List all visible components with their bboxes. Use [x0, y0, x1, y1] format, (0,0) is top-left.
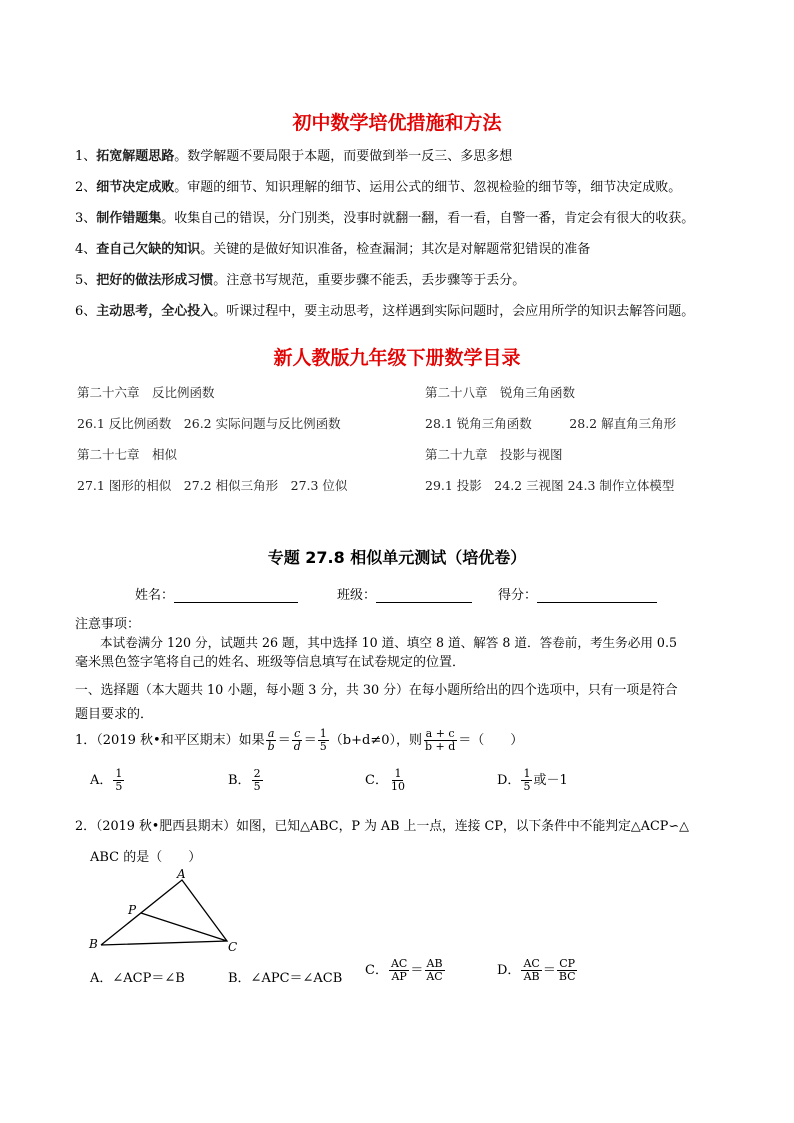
tip-item: 5、把好的做法形成习惯。注意书写规范，重要步骤不能丢，丢步骤等于丢分。 — [75, 273, 526, 288]
fraction: $\frac{a}{b}$ — [267, 727, 275, 753]
segment-cp — [141, 913, 227, 941]
toc-sections: 28.1 锐角三角函数 28.2 解直角三角形 — [425, 416, 677, 431]
score-blank[interactable] — [537, 588, 657, 603]
tip-item: 6、主动思考，全心投入。听课过程中，要主动思考，这样遇到实际问题时，会应用所学的知识去解答问题。 — [75, 304, 695, 319]
option-a[interactable]: A．∠ACP＝∠B — [90, 971, 185, 986]
vertex-b-label: B — [89, 937, 98, 951]
toc-chapter: 第二十八章 锐角三角函数 — [425, 385, 576, 400]
page-title: 初中数学培优措施和方法 — [292, 112, 502, 134]
name-field[interactable]: 姓名： — [135, 584, 298, 603]
option-d[interactable]: D． $\frac{AC}{AB}$ ＝ $\frac{CP}{BC}$ — [497, 957, 576, 983]
toc-chapter: 第二十七章 相似 — [77, 447, 178, 462]
class-blank[interactable] — [376, 588, 472, 603]
option-b[interactable]: B．∠APC＝∠ACB — [228, 971, 343, 986]
option-a[interactable]: A． $\frac{1}{5}$ — [90, 767, 123, 793]
question-2: 2．（2019 秋•肥西县期末）如图，已知△ABC，P 为 AB 上一点，连接 CP，以下条件中不能判定△ACP∽△ — [75, 819, 689, 834]
fraction: $\frac{c}{d}$ — [293, 727, 301, 753]
toc-title: 新人教版九年级下册数学目录 — [273, 347, 521, 369]
vertex-a-label: A — [177, 867, 186, 881]
toc-sections: 26.1 反比例函数 26.2 实际问题与反比例函数 — [77, 416, 341, 431]
exam-title: 专题 27.8 相似单元测试（培优卷） — [267, 548, 527, 567]
option-c[interactable]: C． $\frac{1}{10}$ — [365, 767, 405, 793]
toc-chapter: 第二十九章 投影与视图 — [425, 447, 563, 462]
section-heading: 题目要求的． — [75, 707, 154, 722]
toc-sections: 27.1 图形的相似 27.2 相似三角形 27.3 位似 — [77, 478, 348, 493]
tip-item: 3、制作错题集。收集自己的错误，分门别类，没事时就翻一翻，看一看，自警一番，肯定会有很大的收获。 — [75, 211, 695, 226]
question-1: 1．（2019 秋•和平区期末）如果 $\frac{a}{b}$ ＝ $\frac{c}{d}$ ＝ $\frac{1}{5}$ （b+d≠0），则 $\frac{a + c}{b + d}$ ＝（ ） — [75, 727, 524, 753]
tip-item: 4、查自己欠缺的知识。关键的是做好知识准备，检查漏洞；其次是对解题常犯错误的准备 — [75, 242, 591, 257]
class-field[interactable]: 班级： — [337, 584, 472, 603]
tip-item: 1、拓宽解题思路。数学解题不要局限于本题，而要做到举一反三、多思多想 — [75, 149, 513, 164]
question-2-cont: ABC 的是（ ） — [90, 850, 202, 865]
notice-text: 毫米黑色签字笔将自己的姓名、班级等信息填写在试卷规定的位置． — [75, 655, 466, 670]
toc-chapter: 第二十六章 反比例函数 — [77, 385, 215, 400]
option-c[interactable]: C． $\frac{AC}{AP}$ ＝ $\frac{AB}{AC}$ — [365, 957, 443, 983]
tip-item: 2、细节决定成败。审题的细节、知识理解的细节、运用公式的细节、忽视检验的细节等，细节决定成败。 — [75, 180, 682, 195]
triangle-figure — [85, 865, 255, 960]
name-blank[interactable] — [174, 588, 298, 603]
option-b[interactable]: B． $\frac{2}{5}$ — [228, 767, 261, 793]
option-d[interactable]: D． $\frac{1}{5}$ 或－1 — [497, 767, 568, 793]
score-field[interactable]: 得分： — [498, 584, 657, 603]
toc-sections: 29.1 投影 24.2 三视图 24.3 制作立体模型 — [425, 478, 675, 493]
fraction: $\frac{a + c}{b + d}$ — [424, 727, 456, 753]
section-heading: 一、选择题（本大题共 10 小题，每小题 3 分，共 30 分）在每小题所给出的四个选项中，只有一项是符合 — [75, 683, 678, 698]
point-p-label: P — [128, 903, 137, 917]
vertex-c-label: C — [228, 940, 238, 954]
fraction: $\frac{1}{5}$ — [319, 727, 327, 753]
notice-title: 注意事项： — [75, 617, 141, 632]
notice-text: 本试卷满分 120 分，试题共 26 题，其中选择 10 道、填空 8 道、解答 8 道．答卷前，考生务必用 0.5 — [100, 635, 677, 650]
